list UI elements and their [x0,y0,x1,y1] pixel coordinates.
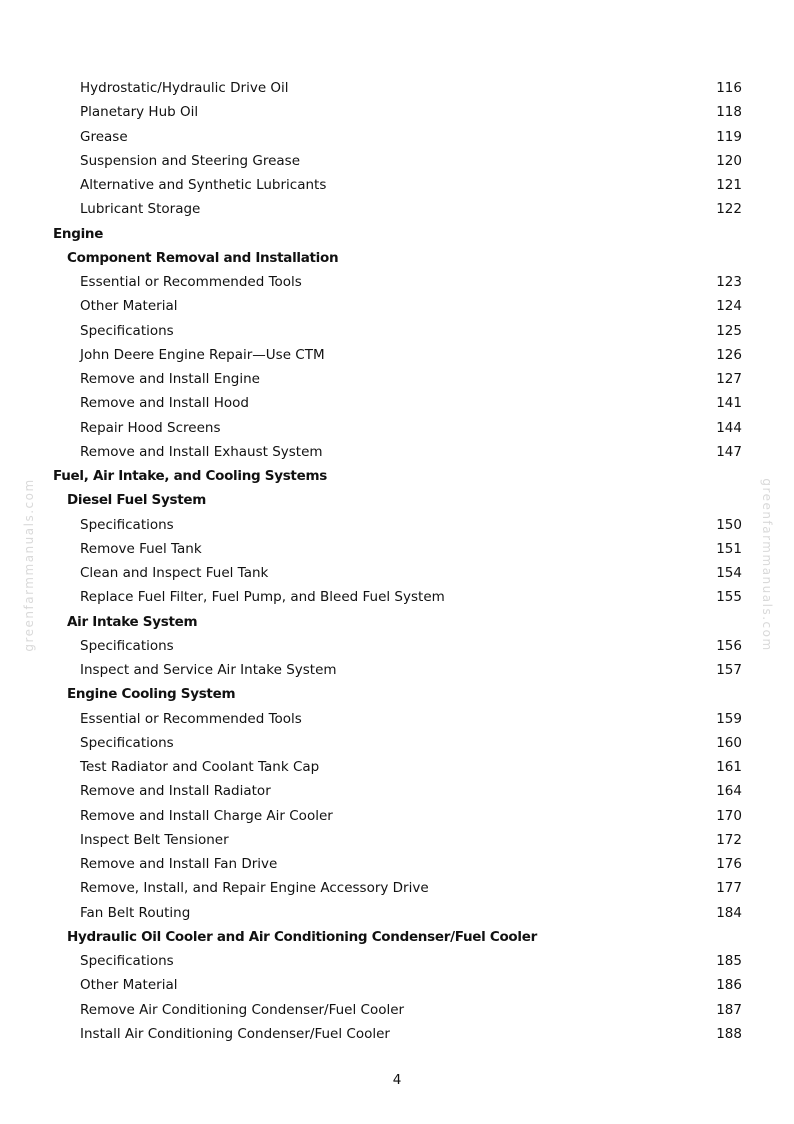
toc-entry[interactable] [0,901,794,925]
toc-entry-title: Planetary Hub Oil [80,104,199,121]
toc-entry-page-number: 125 [716,322,742,339]
toc-entry-title: Specifications [80,953,174,969]
toc-entry-page-number: 172 [716,831,742,848]
toc-entry-title: Alternative and Synthetic Lubricants [80,177,327,193]
toc-entry[interactable] [0,513,794,537]
toc-entry-title: Inspect Belt Tensioner [80,831,229,848]
toc-entry-title: Grease [80,128,128,145]
toc-entry-page-number: 126 [716,346,742,363]
toc-entry-page-number: 127 [716,371,742,387]
toc-entry-page-number: 144 [716,419,742,436]
toc-entry[interactable] [0,173,794,197]
toc-entry-title: Specifications [80,734,174,751]
toc-entry-title: Install Air Conditioning Condenser/Fuel Cooler [80,1025,390,1042]
toc-entry-page-number: 184 [716,904,742,921]
table-of-contents [0,76,794,1046]
toc-subsection-title: Engine Cooling System [67,686,236,703]
toc-entry[interactable] [0,319,794,343]
toc-entry[interactable] [0,779,794,803]
toc-entry-title: Remove and Install Engine [80,371,260,387]
toc-subsection [0,682,794,706]
toc-entry-page-number: 120 [716,152,742,169]
toc-entry-page-number: 116 [716,80,742,96]
toc-entry-title: Clean and Inspect Fuel Tank [80,565,269,581]
toc-entry-title: Essential or Recommended Tools [80,710,302,727]
toc-entry[interactable] [0,998,794,1022]
toc-entry-page-number: 154 [716,565,742,581]
toc-entry[interactable] [0,828,794,852]
toc-entry[interactable] [0,149,794,173]
toc-entry-title: Remove and Install Radiator [80,783,271,800]
toc-entry-title: Remove, Install, and Repair Engine Accessory Drive [80,880,429,897]
toc-entry-page-number: 161 [716,759,742,775]
toc-entry[interactable] [0,634,794,658]
toc-entry[interactable] [0,76,794,100]
toc-subsection [0,488,794,512]
toc-entry-page-number: 176 [716,856,742,872]
toc-entry-page-number: 186 [716,977,742,994]
toc-entry-page-number: 122 [716,201,742,218]
toc-entry-title: Remove Fuel Tank [80,540,202,557]
toc-entry-title: Specifications [80,516,174,533]
toc-entry[interactable] [0,294,794,318]
toc-entry-title: Remove and Install Charge Air Cooler [80,807,333,824]
toc-entry-page-number: 123 [716,274,742,290]
toc-subsection-title: Hydraulic Oil Cooler and Air Conditioning Condenser/Fuel Cooler [67,928,537,945]
toc-entry-title: Remove and Install Hood [80,395,249,412]
toc-section [0,464,794,488]
toc-entry[interactable] [0,876,794,900]
toc-entry[interactable] [0,755,794,779]
toc-entry-page-number: 159 [716,710,742,727]
toc-entry-title: Inspect and Service Air Intake System [80,662,337,678]
toc-subsection [0,246,794,270]
toc-subsection-title: Diesel Fuel System [67,492,206,509]
toc-entry-title: Fan Belt Routing [80,904,191,921]
watermark-left-text: greenfarmmanuals.com [22,478,36,652]
toc-entry-title: Replace Fuel Filter, Fuel Pump, and Bleed Fuel System [80,589,445,606]
toc-entry-title: Remove and Install Fan Drive [80,856,278,872]
toc-entry[interactable] [0,949,794,973]
toc-entry[interactable] [0,852,794,876]
toc-entry-page-number: 185 [716,953,742,969]
toc-entry-page-number: 141 [716,395,742,412]
toc-entry-page-number: 170 [716,807,742,824]
toc-entry-page-number: 155 [716,589,742,606]
toc-entry-title: Hydrostatic/Hydraulic Drive Oil [80,80,289,96]
toc-entry-page-number: 177 [716,880,742,897]
toc-entry-title: Other Material [80,977,178,994]
watermark-right-text: greenfarmmanuals.com [760,478,774,652]
toc-entry[interactable] [0,658,794,682]
page-number: 4 [392,1072,402,1088]
toc-entry[interactable] [0,561,794,585]
toc-entry-page-number: 187 [716,1001,742,1018]
toc-subsection-title: Air Intake System [67,613,198,630]
toc-entry[interactable] [0,585,794,609]
toc-section-title: Fuel, Air Intake, and Cooling Systems [53,468,327,484]
toc-entry[interactable] [0,125,794,149]
toc-entry-title: Suspension and Steering Grease [80,152,300,169]
toc-entry-page-number: 119 [716,128,742,145]
toc-entry-page-number: 124 [716,298,742,315]
toc-entry-title: Remove Air Conditioning Condenser/Fuel Cooler [80,1001,405,1018]
toc-entry-page-number: 118 [716,104,742,121]
toc-entry-title: Lubricant Storage [80,201,201,218]
toc-entry-page-number: 157 [716,662,742,678]
toc-entry[interactable] [0,973,794,997]
toc-entry-title: Other Material [80,298,178,315]
toc-entry[interactable] [0,197,794,221]
toc-entry[interactable] [0,343,794,367]
toc-entry[interactable] [0,440,794,464]
toc-entry[interactable] [0,100,794,124]
toc-entry[interactable] [0,391,794,415]
toc-entry-title: Test Radiator and Coolant Tank Cap [80,759,320,775]
toc-entry-page-number: 160 [716,734,742,751]
toc-entry-title: Repair Hood Screens [80,419,221,436]
toc-entry[interactable] [0,707,794,731]
toc-entry-title: Essential or Recommended Tools [80,274,302,290]
toc-entry[interactable] [0,537,794,561]
toc-subsection [0,925,794,949]
toc-section-title: Engine [53,225,104,242]
toc-entry[interactable] [0,731,794,755]
toc-entry[interactable] [0,270,794,294]
toc-entry-page-number: 151 [716,540,742,557]
toc-entry-title: Remove and Install Exhaust System [80,443,323,460]
toc-entry[interactable] [0,804,794,828]
toc-subsection-title: Component Removal and Installation [67,249,339,266]
toc-subsection [0,610,794,634]
toc-entry[interactable] [0,416,794,440]
toc-section [0,222,794,246]
toc-entry-title: John Deere Engine Repair—Use CTM [80,346,325,363]
toc-entry-title: Specifications [80,322,174,339]
toc-entry-page-number: 150 [716,516,742,533]
toc-entry-title: Specifications [80,637,174,654]
toc-entry[interactable] [0,1022,794,1046]
toc-entry[interactable] [0,367,794,391]
toc-entry-page-number: 164 [716,783,742,800]
toc-entry-page-number: 188 [716,1025,742,1042]
toc-entry-page-number: 121 [716,177,742,193]
toc-entry-page-number: 156 [716,637,742,654]
toc-entry-page-number: 147 [716,443,742,460]
